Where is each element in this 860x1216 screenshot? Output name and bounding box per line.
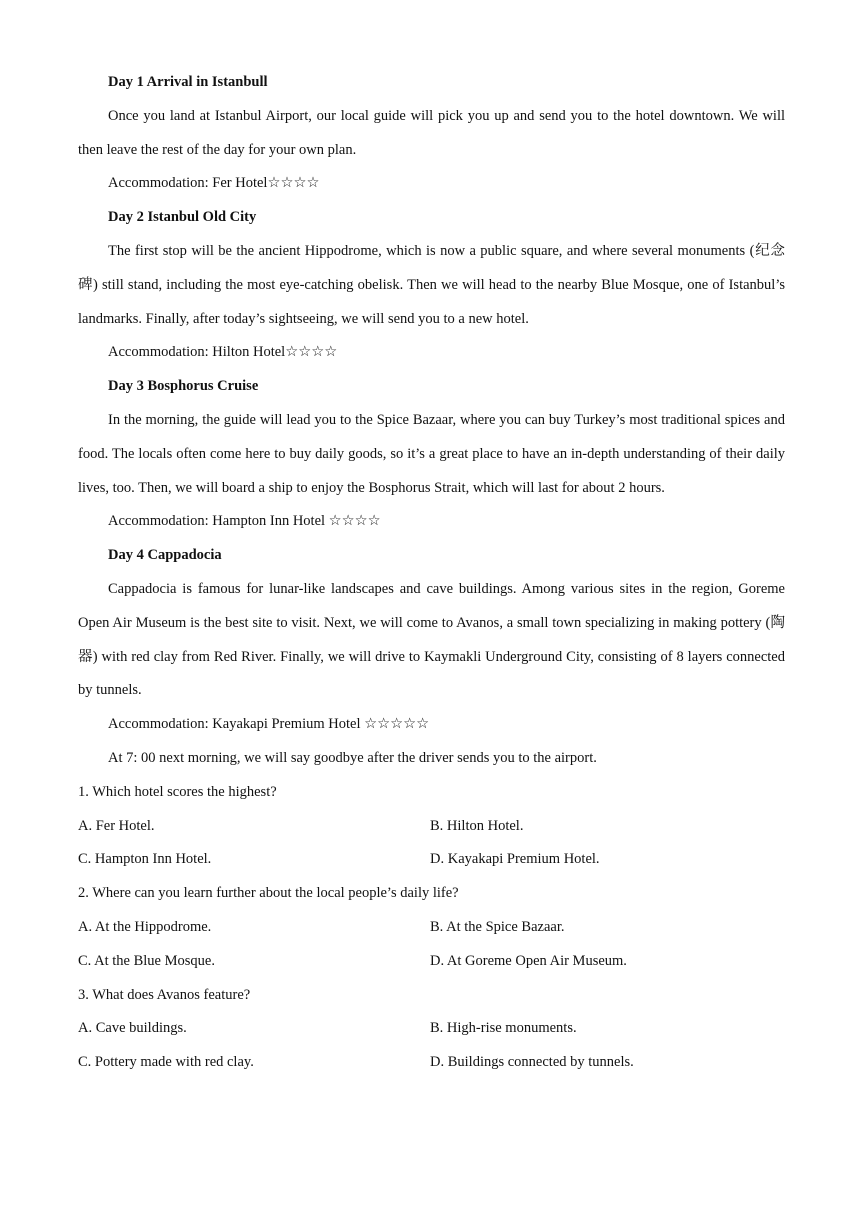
day3-accommodation: Accommodation: Hampton Inn Hotel ☆☆☆☆ bbox=[108, 513, 381, 530]
document-page bbox=[78, 66, 785, 1080]
day1-heading: Day 1 Arrival in Istanbull bbox=[108, 74, 268, 90]
day2-accommodation: Accommodation: Hilton Hotel☆☆☆☆ bbox=[108, 344, 338, 361]
day3-paragraph: In the morning, the guide will lead you to the Spice Bazaar, where you can buy Turkey’s most traditional spices and food. The locals often come here to buy daily goods, so it’s a great place to have an in-depth understanding of their daily lives, too. Then, we will board a ship to enjoy the Bosphorus Strait, which will last for about 2 hours. bbox=[78, 411, 785, 496]
option-d: D. Kayakapi Premium Hotel. bbox=[430, 851, 600, 868]
question-1: 1. Which hotel scores the highest? bbox=[78, 783, 277, 800]
day1-accommodation: Accommodation: Fer Hotel☆☆☆☆ bbox=[108, 175, 320, 192]
day4-heading: Day 4 Cappadocia bbox=[108, 547, 222, 564]
option-d: D. Buildings connected by tunnels. bbox=[430, 1054, 634, 1071]
option-d: D. At Goreme Open Air Museum. bbox=[430, 952, 627, 969]
option-c: C. Hampton Inn Hotel. bbox=[78, 851, 212, 868]
option-c: C. Pottery made with red clay. bbox=[78, 1054, 254, 1071]
option-b: B. At the Spice Bazaar. bbox=[430, 918, 565, 935]
option-a: A. At the Hippodrome. bbox=[78, 918, 212, 935]
option-b: B. High-rise monuments. bbox=[430, 1020, 577, 1037]
day3-heading: Day 3 Bosphorus Cruise bbox=[108, 378, 259, 395]
option-a: A. Cave buildings. bbox=[78, 1020, 187, 1037]
day2-heading: Day 2 Istanbul Old City bbox=[108, 209, 257, 226]
day2-paragraph: The first stop will be the ancient Hippodrome, which is now a public square, and where several monuments (纪念碑) still stand, including the most eye-catching obelisk. Then we will head to the nearby Blue Mosque, one of Istanbul’s landmarks. Finally, after today’s sightseeing, we will send you to a new hotel. bbox=[78, 242, 785, 327]
option-c: C. At the Blue Mosque. bbox=[78, 952, 215, 969]
option-b: B. Hilton Hotel. bbox=[430, 817, 524, 834]
day4-paragraph: Cappadocia is famous for lunar-like landscapes and cave buildings. Among various sites in the region, Goreme Open Air Museum is the best site to visit. Next, we will come to Avanos, a small town specializing in making pottery (陶器) with red clay from Red River. Finally, we will drive to Kaymakli Underground City, consisting of 8 layers connected by tunnels. bbox=[78, 580, 785, 699]
day1-paragraph: Once you land at Istanbul Airport, our local guide will pick you up and send you to the hotel downtown. We will then leave the rest of the day for your own plan. bbox=[78, 107, 785, 158]
day4-accommodation: Accommodation: Kayakapi Premium Hotel ☆☆☆☆☆ bbox=[108, 716, 430, 733]
question-2: 2. Where can you learn further about the local people’s daily life? bbox=[78, 885, 459, 902]
question-1-options bbox=[78, 810, 785, 878]
closing-note: At 7: 00 next morning, we will say goodbye after the driver sends you to the airport. bbox=[108, 749, 597, 766]
question-3: 3. What does Avanos feature? bbox=[78, 986, 251, 1003]
option-a: A. Fer Hotel. bbox=[78, 817, 155, 834]
question-2-options bbox=[78, 911, 785, 979]
question-3-options bbox=[78, 1012, 785, 1080]
